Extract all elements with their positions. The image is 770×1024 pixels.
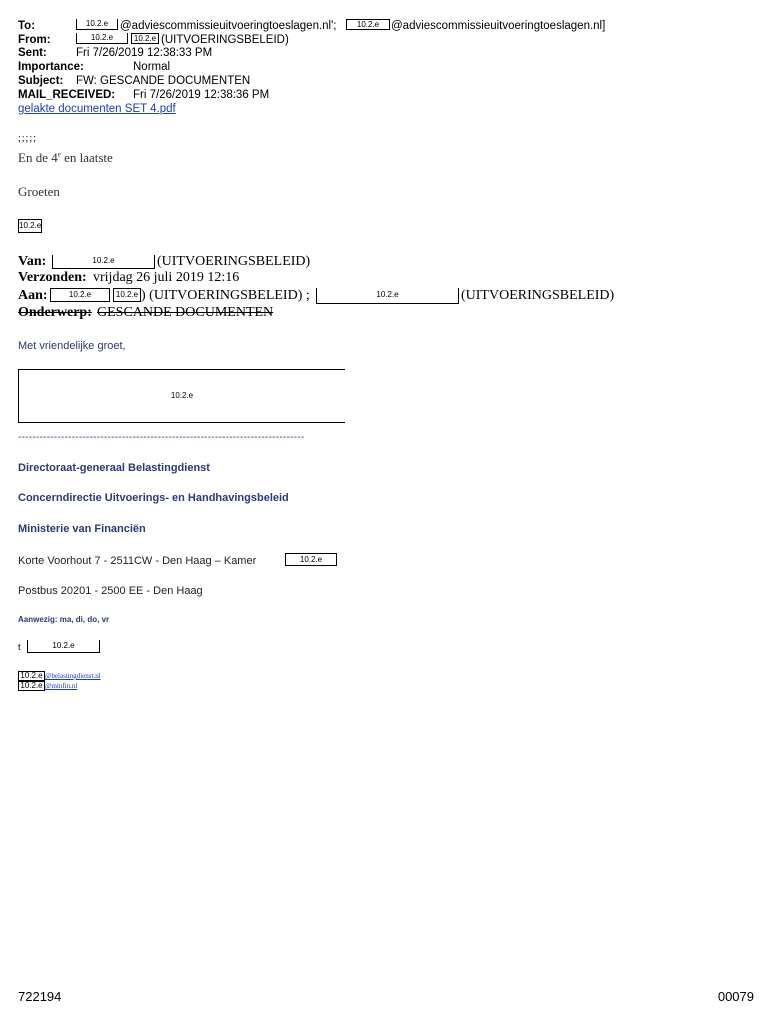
aan-value-2: (UITVOERINGSBELEID)	[461, 288, 615, 303]
from-label: From:	[18, 34, 51, 46]
signature-redaction-frame: 10.2.e	[18, 369, 345, 423]
van-label: Van:	[18, 254, 47, 269]
redaction-box: 10.2.e	[27, 640, 100, 653]
email-link-1[interactable]: @belastingdienst.nl	[45, 672, 101, 680]
message-line	[18, 150, 113, 166]
message-line-pre: En de 4	[18, 150, 58, 165]
aan-label: Aan:	[18, 288, 48, 303]
redaction-box: 10.2.e	[113, 288, 141, 302]
redaction-box: 10.2.e	[18, 219, 42, 233]
sent-value: Fri 7/26/2019 12:38:33 PM	[76, 47, 213, 59]
subject-value: FW: GESCANDE DOCUMENTEN	[76, 75, 251, 87]
email-link-2[interactable]: @minfin.nl	[45, 682, 78, 690]
signature-divider: --------------------------------------------------------------------------------	[18, 432, 305, 443]
redaction-box: 10.2.e	[50, 288, 110, 302]
redaction-box: 10.2.e	[131, 33, 159, 44]
address-line: Korte Voorhout 7 - 2511CW - Den Haag – Kamer	[18, 555, 257, 567]
redaction-box: 10.2.e	[76, 33, 128, 44]
verzonden-value: vrijdag 26 juli 2019 12:16	[93, 270, 240, 285]
to-label: To:	[18, 20, 36, 32]
page-number: 00079	[717, 989, 754, 1004]
onderwerp-value: GESCANDE DOCUMENTEN	[97, 305, 274, 320]
received-value: Fri 7/26/2019 12:38:36 PM	[133, 89, 270, 101]
aan-value-1: ) (UITVOERINGSBELEID) ;	[141, 288, 310, 303]
message-line-sup: e	[57, 150, 61, 159]
aanwezig-line: Aanwezig: ma, di, do, vr	[18, 615, 110, 624]
postbus-line: Postbus 20201 - 2500 EE - Den Haag	[18, 585, 203, 597]
document-number: 722194	[18, 989, 62, 1004]
redaction-box: 10.2.e	[76, 19, 118, 30]
onderwerp-label: Onderwerp:	[18, 305, 92, 320]
org-line-2: Concerndirectie Uitvoerings- en Handhavingsbeleid	[18, 492, 289, 504]
redaction-box: 10.2.e	[285, 553, 337, 566]
attachment-link[interactable]: gelakte documenten SET 4.pdf	[18, 103, 176, 115]
phone-prefix: t	[18, 642, 21, 652]
redaction-box: 10.2.e	[18, 681, 45, 691]
message-dots: ;;;;;	[18, 133, 37, 144]
received-label: MAIL_RECEIVED:	[18, 89, 116, 101]
van-value: (UITVOERINGSBELEID)	[157, 254, 311, 269]
subject-label: Subject:	[18, 75, 64, 87]
redaction-box: 10.2.e	[316, 288, 459, 304]
redaction-box: 10.2.e	[346, 19, 390, 30]
to-domain-1: @adviescommissieuitvoeringtoeslagen.nl';	[120, 20, 337, 32]
from-suffix: (UITVOERINGSBELEID)	[161, 34, 289, 46]
importance-value: Normal	[133, 61, 171, 73]
org-line-1: Directoraat-generaal Belastingdienst	[18, 462, 210, 474]
verzonden-label: Verzonden:	[18, 270, 87, 285]
redaction-box: 10.2.e	[52, 255, 155, 269]
message-line-post: en laatste	[60, 150, 113, 165]
redaction-box: 10.2.e	[18, 671, 45, 681]
importance-label: Importance:	[18, 61, 84, 73]
closing-text: Met vriendelijke groet,	[18, 340, 126, 352]
sent-label: Sent:	[18, 47, 47, 59]
org-line-3: Ministerie van Financiën	[18, 523, 146, 535]
message-greeting: Groeten	[18, 184, 60, 199]
to-domain-2: @adviescommissieuitvoeringtoeslagen.nl]	[391, 20, 606, 32]
